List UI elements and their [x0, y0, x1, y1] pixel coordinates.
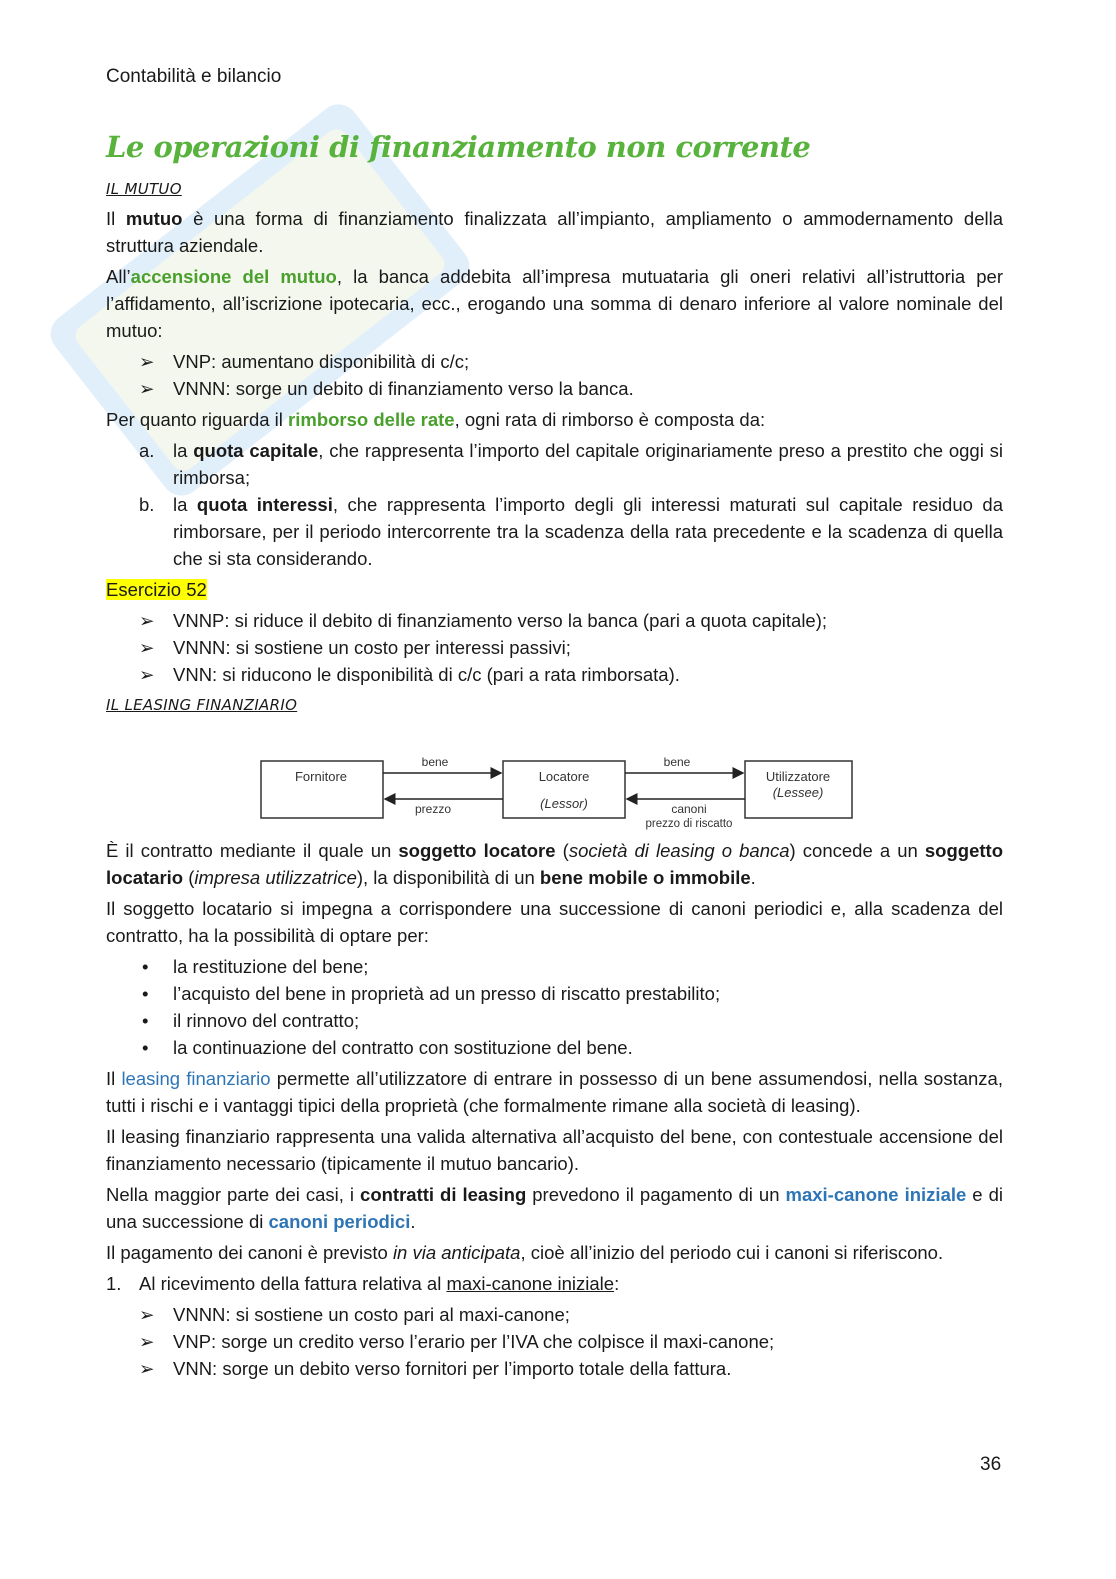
- box-locatore-label: Locatore: [538, 769, 590, 784]
- list-item: ➢ VNP: sorge un credito verso l’erario per l’IVA che colpisce il maxi-canone;: [106, 1328, 1003, 1355]
- list-item: ➢ VNNP: si riduce il debito di finanziamento verso la banca (pari a quota capitale);: [106, 607, 1003, 634]
- section-title: Le operazioni di finanziamento non corrente: [106, 130, 811, 164]
- arrow-bullet-icon: ➢: [139, 378, 155, 399]
- leasing-diagram: [106, 721, 1003, 831]
- list-item: ➢ VNP: aumentano disponibilità di c/c;: [106, 348, 1003, 375]
- arrow-bullet-icon: ➢: [139, 1304, 155, 1325]
- arrow-list-esercizio: [106, 607, 1003, 688]
- list-item: 1. Al ricevimento della fattura relativa al maxi-canone iniziale:: [106, 1273, 620, 1294]
- list-item: b. la quota interessi, che rappresenta l’importo degli gli interessi maturati sul capitale residuo da rimborsare, per il periodo intercorrente tra la scadenza della rata precedente e la scadenza di quella che si sta considerando.: [139, 494, 1003, 569]
- list-item: • la continuazione del contratto con sostituzione del bene.: [106, 1034, 1003, 1061]
- paragraph-leasing-definition: È il contratto mediante il quale un soggetto locatore (società di leasing o banca) concede a un soggetto locatario (impresa utilizzatrice), la disponibilità di un bene mobile o immobile.: [106, 840, 1003, 888]
- bullet-dot-icon: •: [142, 1037, 149, 1058]
- paragraph-locatario: Il soggetto locatario si impegna a corrispondere una successione di canoni periodici e, alla scadenza del contratto, ha la possibilità di optare per:: [106, 898, 1003, 946]
- subheading-mutuo: IL MUTUO: [106, 180, 182, 198]
- bullet-dot-icon: •: [142, 983, 149, 1004]
- arrow-bullet-icon: ➢: [139, 351, 155, 372]
- box-utilizzatore-sublabel: (Lessee): [772, 785, 824, 800]
- paragraph-rimborso: Per quanto riguarda il rimborso delle rate, ogni rata di rimborso è composta da:: [106, 409, 766, 430]
- list-item: ➢ VNN: sorge un debito verso fornitori per l’importo totale della fattura.: [106, 1355, 1003, 1382]
- arrow-bullet-icon: ➢: [139, 610, 155, 631]
- box-locatore-sublabel: (Lessor): [540, 796, 588, 811]
- arrow-prezzo-label: prezzo: [414, 802, 452, 816]
- subheading-leasing: IL LEASING FINANZIARIO: [106, 696, 298, 714]
- page-number: 36: [980, 1454, 1002, 1475]
- list-item: ➢ VNNN: si sostiene un costo per interessi passivi;: [106, 634, 1003, 661]
- bullet-dot-icon: •: [142, 1010, 149, 1031]
- list-item: • l’acquisto del bene in proprietà ad un presso di riscatto prestabilito;: [106, 980, 1003, 1007]
- list-item: • il rinnovo del contratto;: [106, 1007, 1003, 1034]
- paragraph-pagamento: Il pagamento dei canoni è previsto in via anticipata, cioè all’inizio del periodo cui i canoni si riferiscono.: [106, 1242, 944, 1263]
- arrow-bene-2-label: bene: [663, 755, 691, 769]
- arrow-list-accensione: [106, 348, 1003, 402]
- bullet-dot-icon: •: [142, 956, 149, 977]
- arrow-bene-1-label: bene: [421, 755, 449, 769]
- alpha-list-quote: [106, 437, 1003, 572]
- exercise-label: Esercizio 52: [106, 579, 207, 600]
- document-header: Contabilità e bilancio: [106, 66, 282, 87]
- bullet-list-opzioni: [106, 953, 1003, 1061]
- arrow-bullet-icon: ➢: [139, 1358, 155, 1379]
- arrow-riscatto-label: prezzo di riscatto: [645, 818, 733, 830]
- list-item: ➢ VNNN: sorge un debito di finanziamento verso la banca.: [106, 375, 1003, 402]
- arrow-bullet-icon: ➢: [139, 664, 155, 685]
- arrow-canoni-label: canoni: [671, 802, 707, 816]
- content-body: [106, 176, 1003, 1386]
- list-item: • la restituzione del bene;: [106, 953, 1003, 980]
- arrow-list-maxicanone: [106, 1301, 1003, 1382]
- box-fornitore-label: Fornitore: [294, 769, 348, 784]
- paragraph-alternativa: Il leasing finanziario rappresenta una valida alternativa all’acquisto del bene, con contestuale accensione del finanziamento necessario (tipicamente il mutuo bancario).: [106, 1126, 1003, 1174]
- paragraph-mutuo-definition: Il mutuo è una forma di finanziamento finalizzata all’impianto, ampliamento o ammodernamento della struttura aziendale.: [106, 208, 1004, 256]
- arrow-bullet-icon: ➢: [139, 1331, 155, 1352]
- arrow-bullet-icon: ➢: [139, 637, 155, 658]
- list-item: a. la quota capitale, che rappresenta l’importo del capitale originariamente preso a prestito che oggi si rimborsa;: [139, 440, 1003, 488]
- leasing-flow-diagram: [106, 721, 1003, 831]
- list-item: ➢ VNN: si riducono le disponibilità di c/c (pari a rata rimborsata).: [106, 661, 1003, 688]
- numbered-list: [106, 1270, 1003, 1297]
- paragraph-leasing-finanziario: Il leasing finanziario permette all’utilizzatore di entrare in possesso di un bene assumendosi, nella sostanza, tutti i rischi e i vantaggi tipici della proprietà (che formalmente rimane alla società di leasing).: [106, 1068, 1003, 1116]
- box-utilizzatore-label: Utilizzatore: [765, 769, 831, 784]
- paragraph-contratti: Nella maggior parte dei casi, i contratti di leasing prevedono il pagamento di un maxi-canone iniziale e di una successione di canoni periodici.: [106, 1184, 1003, 1232]
- paragraph-accensione: All’accensione del mutuo, la banca addebita all’impresa mutuataria gli oneri relativi all’istruttoria per l’affidamento, all’iscrizione ipotecaria, ecc., erogando una somma di denaro inferiore al valore nominale del mutuo:: [106, 266, 1003, 341]
- list-item: ➢ VNNN: si sostiene un costo pari al maxi-canone;: [106, 1301, 1003, 1328]
